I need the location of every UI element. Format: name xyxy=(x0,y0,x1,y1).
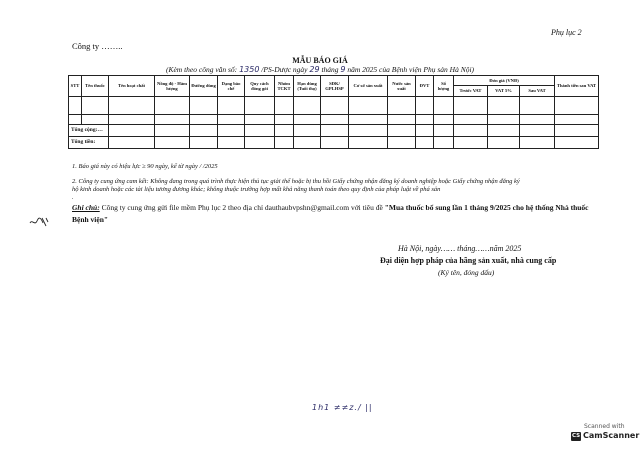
col-header-stt: STT xyxy=(69,76,82,97)
quote-table xyxy=(68,75,599,149)
note-commitment-line-2: hộ kinh doanh hoặc các tài liệu tương đương khác; không thuộc trường hợp mất khả năng thanh toán theo quy định của pháp luật về phá sản xyxy=(72,186,441,193)
total-label: Tổng tiền: xyxy=(69,137,109,149)
camscanner-logo xyxy=(571,431,640,442)
col-header-country: Nước sản xuất xyxy=(388,76,416,97)
col-header-shelf-life: Hạn dùng (Tuổi thọ) xyxy=(294,76,321,97)
col-header-vat-5: VAT 5% xyxy=(488,86,520,97)
subtitle-middle: /PS-Dược ngày xyxy=(261,65,308,74)
footer-handwritten-mark: 1h1 ≠≠z./ || xyxy=(312,403,373,412)
col-header-active-ingredient: Tên hoạt chất xyxy=(109,76,155,97)
month-handwritten: 9 xyxy=(340,65,346,74)
col-header-concentration: Nồng độ - Hàm lượng xyxy=(155,76,190,97)
col-header-manufacturer: Cơ sở sản xuất xyxy=(349,76,388,97)
signature-representative: Đại diện hợp pháp của hãng sản xuất, nhà cung cấp xyxy=(380,256,557,265)
subtitle-suffix: năm 2025 của Bệnh viện Phụ sản Hà Nội) xyxy=(347,65,475,74)
col-header-unit: ĐVT xyxy=(416,76,434,97)
signature-note: (Ký tên, đóng dấu) xyxy=(438,268,495,277)
note-commitment-end: . xyxy=(72,194,74,201)
month-word: tháng xyxy=(321,65,339,74)
camscanner-icon: CS xyxy=(571,433,581,439)
col-header-packaging: Quy cách đóng gói xyxy=(245,76,275,97)
subtotal-label: Tổng cộng:… xyxy=(69,125,109,137)
subtitle-prefix: (Kèm theo công văn số: xyxy=(165,65,238,74)
signature-date-line: Hà Nội, ngày…… tháng……năm 2025 xyxy=(398,244,522,253)
summary-row-total xyxy=(69,137,599,149)
col-header-before-vat: Trước VAT xyxy=(454,86,488,97)
col-header-tckt-group: Nhóm TCKT xyxy=(275,76,294,97)
remark-text: Công ty cung ứng gửi file mềm Phụ lục 2 theo địa chỉ dauthaubvpshn@gmail.com với tiêu đề xyxy=(99,203,385,212)
document-number-handwritten: 1350 xyxy=(239,65,260,74)
col-header-after-vat: Sau VAT xyxy=(520,86,555,97)
scanned-with-label: Scanned with xyxy=(584,423,625,430)
appendix-label: Phụ lục 2 xyxy=(551,28,582,37)
col-header-drug-name: Tên thuốc xyxy=(82,76,109,97)
company-name: Công ty …….. xyxy=(72,41,123,51)
margin-scribble-icon xyxy=(28,214,50,228)
col-header-route: Đường dùng xyxy=(190,76,218,97)
day-handwritten: 29 xyxy=(309,65,320,74)
col-header-unit-price-group: Đơn giá (VNĐ) xyxy=(454,76,555,86)
remark-paragraph xyxy=(72,202,592,226)
col-header-dosage-form: Dạng bào chế xyxy=(218,76,245,97)
summary-row-subtotal xyxy=(69,125,599,137)
table-row xyxy=(69,97,599,115)
camscanner-name: CamScanner xyxy=(583,431,640,440)
form-title: MẪU BÁO GIÁ xyxy=(292,56,348,65)
col-header-registration: SĐK/ GPLHSP xyxy=(321,76,349,97)
note-validity: 1. Báo giá này có hiệu lực ≥ 90 ngày, kể từ ngày / /2025 xyxy=(72,163,218,170)
remark-label: Ghi chú: xyxy=(72,203,100,212)
note-commitment-line-1: 2. Công ty cung ứng cam kết: Không đang trong quá trình thực hiện thủ tục giải thể hoặc bị thu hồi Giấy chứng nhận đăng ký doanh nghiệp hoặc Giấy chứng nhận đăng ký xyxy=(72,178,520,185)
form-subtitle xyxy=(0,65,640,74)
col-header-total-after-vat: Thành tiền sau VAT xyxy=(555,76,599,97)
table-row xyxy=(69,115,599,125)
remark-subject: "Mua thuốc bổ sung lần 1 tháng 9/2025 cho hệ thống Nhà thuốc Bệnh viện" xyxy=(72,203,589,224)
col-header-quantity: Số lượng xyxy=(434,76,454,97)
